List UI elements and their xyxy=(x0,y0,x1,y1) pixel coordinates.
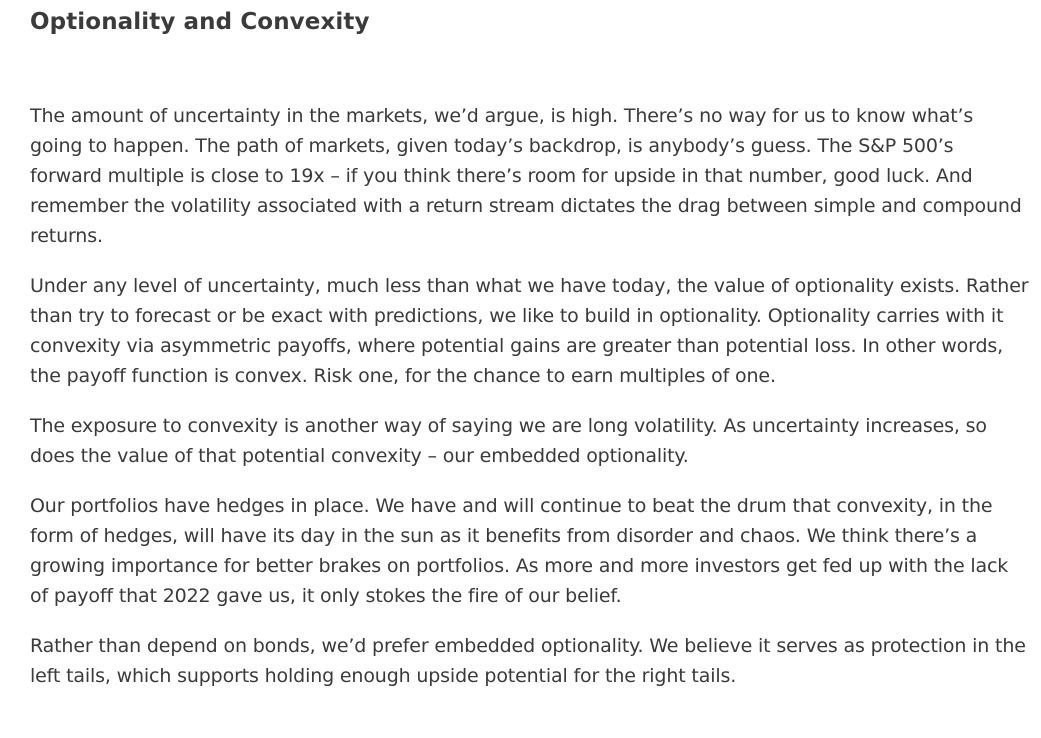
article xyxy=(30,0,1030,711)
paragraph: Under any level of uncertainty, much less than what we have today, the value of optionality exists. Rather than try to forecast or be exact with predictions, we like to build in optionality. Optionality carries with it convexity via asymmetric payoffs, where potential gains are greater than potential loss. In other words, the payoff function is convex. Risk one, for the chance to earn multiples of one. xyxy=(30,275,1029,387)
paragraph: Rather than depend on bonds, we’d prefer embedded optionality. We believe it serves as protection in the left tails, which supports holding enough upside potential for the right tails. xyxy=(30,635,1026,687)
paragraph: Our portfolios have hedges in place. We have and will continue to beat the drum that convexity, in the form of hedges, will have its day in the sun as it benefits from disorder and chaos. We think there’s a growing importance for better brakes on portfolios. As more and more investors get fed up with the lack of payoff that 2022 gave us, it only stokes the fire of our belief. xyxy=(30,495,1009,607)
article-body xyxy=(30,101,1030,691)
paragraph: The amount of uncertainty in the markets, we’d argue, is high. There’s no way for us to know what’s going to happen. The path of markets, given today’s backdrop, is anybody’s guess. The S&P 500’s forward multiple is close to 19x – if you think there’s room for upside in that number, good luck. And remember the volatility associated with a return stream dictates the drag between simple and compound returns. xyxy=(30,105,1022,247)
paragraph: The exposure to convexity is another way of saying we are long volatility. As uncertainty increases, so does the value of that potential convexity – our embedded optionality. xyxy=(30,415,987,467)
article-title: Optionality and Convexity xyxy=(30,9,370,35)
